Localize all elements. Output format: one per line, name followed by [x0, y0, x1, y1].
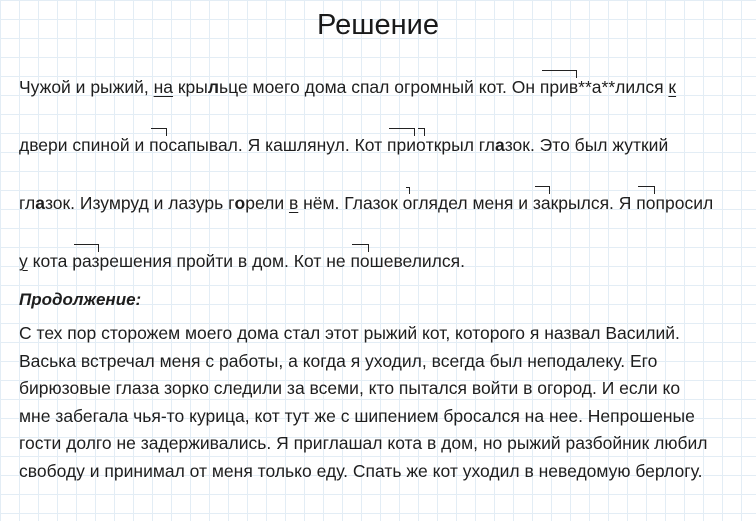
prefix-o: о [403, 174, 413, 232]
preposition-u: у [19, 251, 28, 271]
text-fragment: рели [245, 193, 289, 213]
text-fragment: двери спиной и [19, 135, 150, 155]
text-fragment: нём. Глазок [298, 193, 403, 213]
text-fragment: **а**лился [578, 77, 669, 97]
exercise-line-4 [19, 232, 744, 290]
continuation-line: С тех пор сторожем моего дома стал этот рыжий кот, которого я назвал Василий. [19, 323, 680, 343]
text-fragment: крылся. Я [550, 193, 637, 213]
continuation-line: бирюзовые глаза зорко следили за всеми, кто пытался войти в огород. И если ко [19, 378, 681, 399]
text-fragment: просил [655, 193, 714, 213]
preposition-v: в [288, 193, 299, 213]
exercise-line-2 [19, 116, 744, 174]
page-title: Решение [317, 9, 439, 41]
prefix-za: за [533, 174, 551, 232]
continuation-line: мне забегала чья-то курица, кот тут же с шипением бросался на нее. Непрошеные [19, 405, 695, 426]
prefix-po: по [149, 116, 168, 174]
text-fragment: глядел меня и [412, 193, 533, 213]
exercise-text [19, 58, 744, 290]
marked-letter: а [495, 135, 505, 155]
exercise-line-3 [19, 174, 744, 232]
prefix-pri: при [387, 116, 416, 174]
continuation-line: Васька встречал меня с работы, а когда я уходил, всегда был неподалеку. Его [19, 350, 658, 371]
continuation-line: свободу и принимал от меня только еду. Спать же кот уходил в неведомую берлогу. [19, 460, 703, 481]
marked-letter: а [35, 193, 45, 213]
marked-letter: о [234, 193, 246, 213]
continuation-heading: Продолжение: [19, 290, 142, 309]
preposition-na: на [153, 77, 174, 97]
text-fragment: зок. Изумруд и лазурь г [44, 193, 235, 213]
continuation-line: гости долго не задерживались. Я приглашал кота в дом, но рыжий разбойник любил [19, 433, 708, 454]
text-fragment: кры [173, 77, 208, 97]
exercise-line-1 [19, 58, 744, 116]
text-fragment: зок. Это был жуткий [504, 135, 669, 155]
prefix-raz: раз [72, 232, 99, 290]
text-fragment: шевелился. [369, 251, 465, 271]
text-fragment: сапывал. Я кашлянул. Кот [168, 135, 388, 155]
prefix-priv: прив [540, 58, 578, 116]
marked-letter: л [207, 77, 219, 97]
text-fragment: кота [27, 251, 73, 271]
prefix-o: о [416, 116, 426, 174]
continuation-paragraph [19, 320, 744, 486]
text-fragment: ьце моего дома спал огромный кот. Он [219, 77, 540, 97]
prefix-po: по [636, 174, 655, 232]
prefix-po: по [350, 232, 369, 290]
text-fragment: решения пройти в дом. Кот не [99, 251, 351, 271]
text-fragment: гл [19, 193, 36, 213]
text-fragment: ткрыл гл [425, 135, 495, 155]
preposition-k: к [668, 77, 677, 97]
text-fragment: Чужой и рыжий, [19, 77, 154, 97]
